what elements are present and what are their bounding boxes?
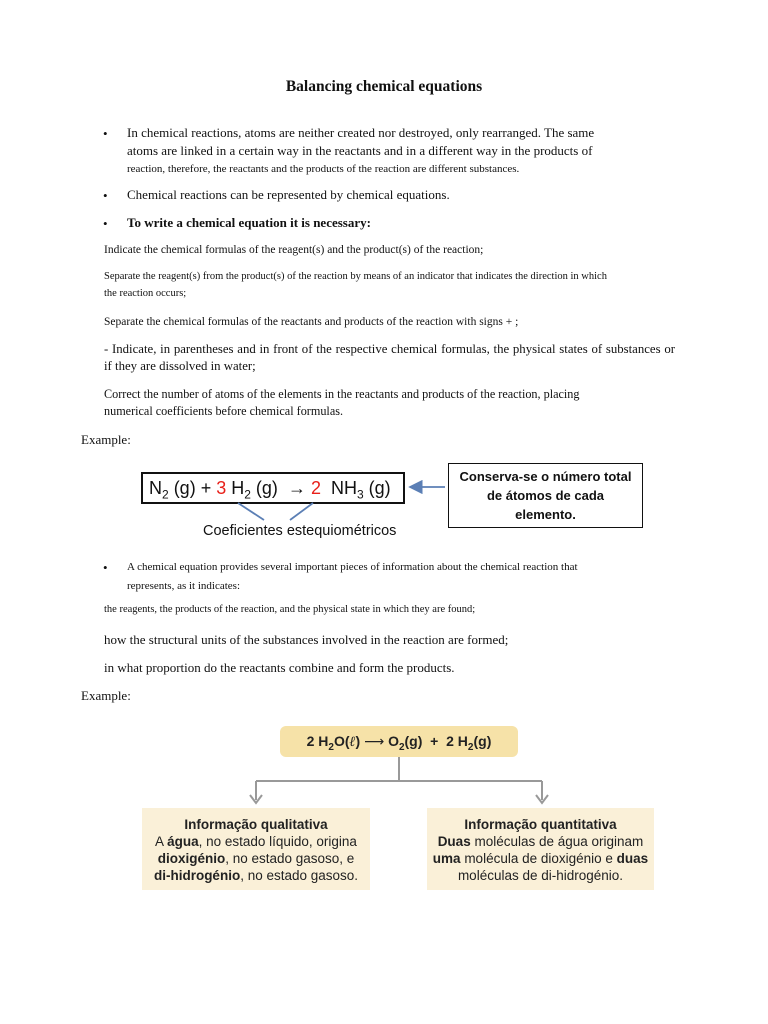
note-line-3: elemento.	[515, 507, 576, 522]
qual-text: , no estado gasoso, e	[225, 851, 355, 866]
bullet-1-line-2: atoms are linked in a certain way in the reactants and in a different way in the products of	[127, 143, 593, 158]
eq-text: (g)	[250, 478, 283, 498]
eq-subscript: 2	[398, 741, 405, 753]
eq-text: (g) +	[168, 478, 217, 498]
bullet-marker: •	[103, 188, 108, 203]
qual-line-3	[142, 867, 370, 884]
quantitative-info-box	[427, 808, 654, 890]
bullet-marker: •	[103, 560, 108, 575]
qual-emph: dioxigénio	[157, 851, 226, 866]
qual-emph: di-hidrogénio	[153, 868, 241, 883]
step-1: Indicate the chemical formulas of the reagent(s) and the product(s) of the reaction;	[104, 244, 484, 256]
qual-text: , no estado líquido, origina	[198, 834, 357, 849]
reaction-arrow: ⟶	[364, 733, 385, 749]
eq-text: )	[355, 733, 361, 749]
liquid-symbol: ℓ	[349, 734, 356, 750]
eq-text: (g)	[363, 478, 391, 498]
stoich-coefficient: 2	[310, 478, 321, 498]
note-line-2: de átomos de cada	[486, 488, 605, 503]
step-5-line-1: Correct the number of atoms of the elements in the reactants and products of the reaction, placing	[104, 387, 580, 401]
quant-title: Informação quantitativa	[464, 817, 617, 832]
page-title: Balancing chemical equations	[285, 78, 483, 95]
example-label: Example:	[81, 432, 131, 447]
qual-title: Informação qualitativa	[184, 817, 328, 832]
bullet-marker: •	[103, 126, 108, 141]
quant-line-1	[427, 833, 654, 850]
step-2-line-2: the reaction occurs;	[104, 288, 187, 299]
step-3: Separate the chemical formulas of the reactants and products of the reaction with signs + ;	[104, 316, 519, 328]
bullet-1-line-3: reaction, therefore, the reactants and the products of the reaction are different substances.	[127, 163, 520, 175]
bullet-marker: •	[103, 216, 108, 231]
quant-line-2	[427, 850, 654, 867]
eq-text: O	[388, 733, 399, 749]
info-line-1: the reagents, the products of the reaction, and the physical state in which they are found;	[104, 604, 476, 615]
info-line-2: how the structural units of the substances involved in the reaction are formed;	[104, 632, 509, 647]
bullet-1-line-1: In chemical reactions, atoms are neither created nor destroyed, only rearranged. The same	[127, 125, 595, 140]
bullet-4-line-2: represents, as it indicates:	[127, 580, 241, 592]
stoich-coefficient: 3	[216, 478, 227, 498]
eq-text: NH	[325, 478, 357, 498]
qual-emph: água	[167, 834, 199, 849]
quant-text: moléculas de água originam	[470, 834, 644, 849]
quant-emph: Duas	[437, 834, 471, 849]
info-line-3: in what proportion do the reactants combine and form the products.	[104, 660, 455, 675]
bullet-4-line-1: A chemical equation provides several important pieces of information about the chemical reaction that	[127, 561, 578, 573]
step-4: - Indicate, in parentheses and in front of the respective chemical formulas, the physical states of substances or if they are dissolved in water;	[104, 342, 675, 373]
bullet-paragraph-3: To write a chemical equation it is necessary:	[127, 215, 371, 230]
quant-emph: duas	[616, 851, 649, 866]
eq-subscript: 2	[244, 487, 251, 502]
qual-line-2	[142, 850, 370, 867]
quant-text: molécula de dioxigénio e	[460, 851, 617, 866]
eq-text: (g) + 2 H	[404, 733, 468, 749]
eq-subscript: 2	[467, 741, 474, 753]
bullet-paragraph-2: Chemical reactions can be represented by chemical equations.	[127, 187, 450, 202]
step-2-line-1: Separate the reagent(s) from the product(s) of the reaction by means of an indicator that indicates the direction in which	[104, 271, 607, 282]
example-label: Example:	[81, 688, 131, 703]
eq-text: O(	[333, 733, 350, 749]
eq-text: 2 H	[306, 733, 329, 749]
qual-text: A	[155, 834, 168, 849]
quant-emph: uma	[432, 851, 461, 866]
coefficients-label: Coeficientes estequiométricos	[203, 523, 397, 539]
eq-text: N	[149, 478, 162, 498]
eq-text: (g)	[473, 733, 492, 749]
eq-subscript: 3	[356, 487, 364, 502]
eq-subscript: 2	[162, 487, 169, 502]
quant-line-3: moléculas de di-hidrogénio.	[457, 868, 624, 883]
eq-subscript: 2	[328, 741, 334, 753]
qual-text: , no estado gasoso.	[240, 868, 359, 883]
step-5-line-2: numerical coefficients before chemical formulas.	[104, 404, 344, 418]
note-line-1: Conserva-se o número total	[459, 469, 632, 484]
eq-text: H	[226, 478, 245, 498]
qualitative-info-box	[142, 808, 370, 890]
reaction-arrow: →	[287, 478, 306, 498]
qual-line-1	[142, 833, 370, 850]
